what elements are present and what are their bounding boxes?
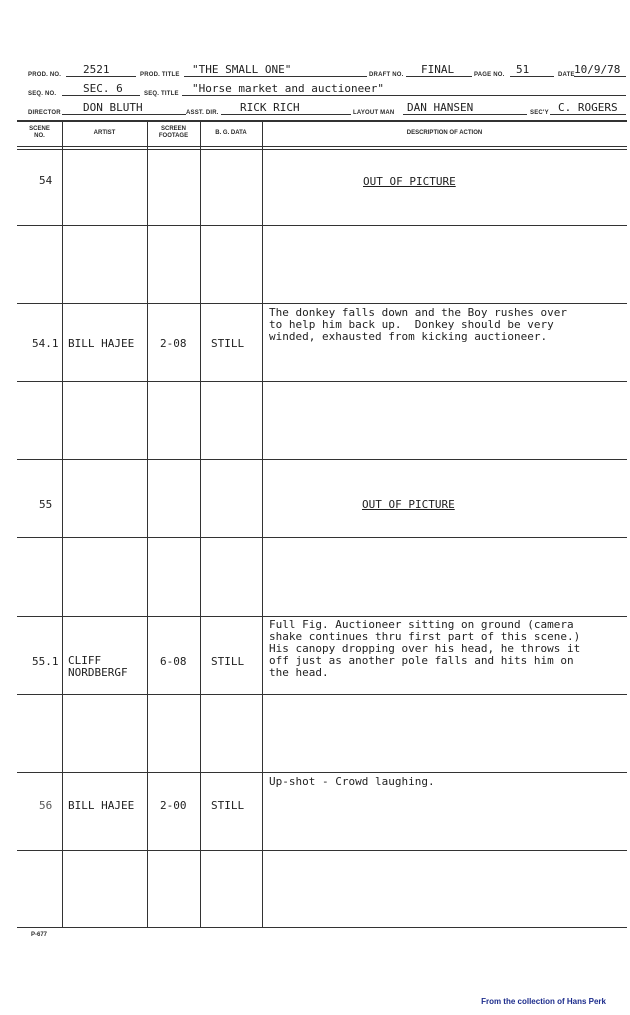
scene-number: 55	[39, 498, 53, 511]
secy-label: SEC'Y	[530, 110, 549, 116]
scene-description: OUT OF PICTURE	[362, 498, 455, 511]
layout-man-underline	[403, 114, 527, 115]
scene-description: The donkey falls down and the Boy rushes over to help him back up. Donkey should be very winded, exhausted from kicking auctioneer.	[269, 306, 568, 343]
layout-man-label: LAYOUT MAN	[353, 110, 395, 116]
prod-no-label: PROD. NO.	[28, 72, 62, 78]
scene-artist: CLIFF NORDBERGF	[68, 654, 128, 679]
scene-number: 56	[39, 799, 53, 812]
row-rule	[17, 850, 627, 851]
scene-description: Up-shot - Crowd laughing.	[269, 775, 435, 788]
scene-artist: BILL HAJEE	[68, 799, 135, 812]
header-rule	[17, 146, 627, 147]
col-rule	[200, 120, 201, 928]
page-no-label: PAGE NO.	[474, 72, 505, 78]
director-underline	[62, 114, 186, 115]
col-header-scene	[17, 120, 62, 146]
date-value: 10/9/78	[574, 63, 621, 76]
col-header-artist	[62, 120, 147, 146]
seq-title-value: "Horse market and auctioneer"	[192, 82, 385, 95]
prod-no-value: 2521	[83, 63, 110, 76]
scene-bg-data: STILL	[211, 655, 245, 668]
director-value: DON BLUTH	[83, 101, 143, 114]
col-rule	[147, 120, 148, 928]
asst-dir-value: RICK RICH	[240, 101, 300, 114]
col-header-bg	[200, 120, 262, 146]
scene-bg-data: STILL	[211, 799, 245, 812]
director-label: DIRECTOR	[28, 110, 61, 116]
draft-no-value: FINAL	[421, 63, 455, 76]
row-rule	[17, 303, 627, 304]
header-row-3	[28, 96, 626, 116]
asst-dir-underline	[221, 114, 351, 115]
scene-number: 54.1	[32, 337, 59, 350]
scene-number: 54	[39, 174, 53, 187]
row-rule	[17, 694, 627, 695]
col-header-desc-text: DESCRIPTION OF ACTION	[406, 129, 483, 136]
scene-number: 55.1	[32, 655, 59, 668]
seq-title-label: SEQ. TITLE	[144, 91, 179, 97]
header-row-2	[28, 77, 626, 97]
form-code: P-677	[31, 932, 48, 938]
scene-artist: BILL HAJEE	[68, 337, 135, 350]
col-header-footage-text: SCREEN FOOTAGE	[158, 126, 189, 139]
col-header-artist-text: ARTIST	[93, 129, 116, 136]
date-label: DATE	[558, 72, 575, 78]
draft-no-label: DRAFT NO.	[369, 72, 404, 78]
row-rule	[17, 772, 627, 773]
collection-credit: From the collection of Hans Perk	[481, 997, 606, 1006]
scene-footage: 2-00	[160, 799, 187, 812]
page-no-value: 51	[516, 63, 530, 76]
row-rule	[17, 616, 627, 617]
row-rule	[17, 225, 627, 226]
scene-footage: 6-08	[160, 655, 187, 668]
table-bottom-rule	[17, 927, 627, 928]
layout-man-value: DAN HANSEN	[407, 101, 474, 114]
col-header-footage	[147, 120, 200, 146]
col-header-scene-text: SCENE NO.	[29, 126, 50, 139]
seq-no-value: SEC. 6	[83, 82, 123, 95]
row-rule	[17, 459, 627, 460]
scene-footage: 2-08	[160, 337, 187, 350]
scene-description: Full Fig. Auctioneer sitting on ground (camera shake continues thru first part of this scene.) His canopy dropping over his head, he throws it off just as another pole falls and hits him on the head.	[269, 618, 581, 679]
scene-description: OUT OF PICTURE	[363, 175, 456, 188]
col-header-desc	[262, 120, 627, 146]
row-rule	[17, 537, 627, 538]
header-rule-2	[17, 149, 627, 150]
asst-dir-label: ASST. DIR.	[186, 110, 219, 116]
secy-value: C. ROGERS	[558, 101, 618, 114]
row-rule	[17, 381, 627, 382]
col-rule	[262, 120, 263, 928]
header-row-1	[28, 58, 626, 78]
prod-title-label: PROD. TITLE	[140, 72, 180, 78]
secy-underline	[550, 114, 626, 115]
scene-bg-data: STILL	[211, 337, 245, 350]
seq-no-label: SEQ. NO.	[28, 91, 57, 97]
col-header-bg-text: B. G. DATA	[215, 129, 247, 136]
scene-table	[17, 120, 627, 928]
col-rule	[62, 120, 63, 928]
prod-title-value: "THE SMALL ONE"	[192, 63, 292, 76]
